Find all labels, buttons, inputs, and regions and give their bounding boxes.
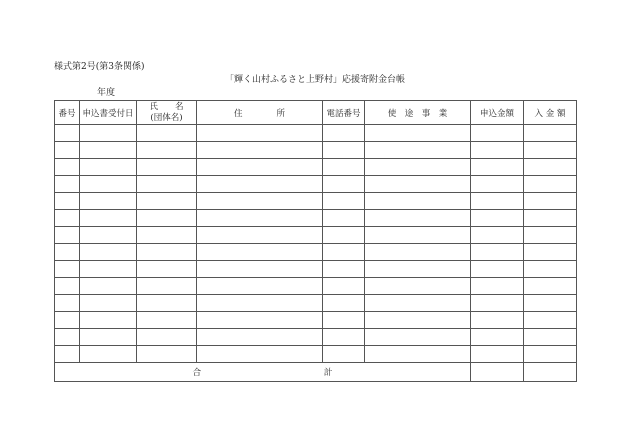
col-name-org-label: (団体名) xyxy=(150,112,183,123)
cell-purpose[interactable] xyxy=(365,125,471,142)
cell-purpose[interactable] xyxy=(365,244,471,261)
cell-received-date[interactable] xyxy=(80,346,137,363)
cell-purpose[interactable] xyxy=(365,193,471,210)
cell-purpose[interactable] xyxy=(365,261,471,278)
col-name-label: 氏 名 xyxy=(149,101,184,112)
cell-applied-amount[interactable] xyxy=(471,278,524,295)
cell-received-date[interactable] xyxy=(80,193,137,210)
col-received-amount: 入 金 額 xyxy=(524,101,577,125)
cell-phone[interactable] xyxy=(323,295,365,312)
cell-number[interactable] xyxy=(55,125,80,142)
cell-name[interactable] xyxy=(137,193,197,210)
table-row xyxy=(55,329,577,346)
cell-number[interactable] xyxy=(55,193,80,210)
cell-address[interactable] xyxy=(197,244,323,261)
cell-received-amount[interactable] xyxy=(524,312,577,329)
cell-address[interactable] xyxy=(197,278,323,295)
cell-phone[interactable] xyxy=(323,125,365,142)
cell-applied-amount[interactable] xyxy=(471,346,524,363)
table-row xyxy=(55,346,577,363)
cell-name[interactable] xyxy=(137,278,197,295)
cell-received-date[interactable] xyxy=(80,329,137,346)
cell-name[interactable] xyxy=(137,329,197,346)
cell-received-amount[interactable] xyxy=(524,210,577,227)
cell-applied-amount[interactable] xyxy=(471,125,524,142)
cell-applied-amount[interactable] xyxy=(471,193,524,210)
cell-address[interactable] xyxy=(197,312,323,329)
cell-name[interactable] xyxy=(137,261,197,278)
table-row xyxy=(55,193,577,210)
table-row xyxy=(55,142,577,159)
table-row xyxy=(55,210,577,227)
cell-received-amount[interactable] xyxy=(524,346,577,363)
cell-purpose[interactable] xyxy=(365,295,471,312)
header-row xyxy=(55,101,577,125)
total-label-right: 計 xyxy=(323,368,333,378)
cell-phone[interactable] xyxy=(323,210,365,227)
total-received-amount[interactable] xyxy=(524,363,577,382)
cell-number[interactable] xyxy=(55,210,80,227)
total-applied-amount[interactable] xyxy=(471,363,524,382)
cell-address[interactable] xyxy=(197,142,323,159)
cell-phone[interactable] xyxy=(323,176,365,193)
cell-phone[interactable] xyxy=(323,278,365,295)
col-received-date: 申込書受付日 xyxy=(80,101,137,125)
table-row xyxy=(55,176,577,193)
cell-address[interactable] xyxy=(197,329,323,346)
cell-number[interactable] xyxy=(55,159,80,176)
cell-received-date[interactable] xyxy=(80,176,137,193)
cell-purpose[interactable] xyxy=(365,227,471,244)
cell-purpose[interactable] xyxy=(365,210,471,227)
cell-address[interactable] xyxy=(197,125,323,142)
table-row xyxy=(55,278,577,295)
table-row xyxy=(55,312,577,329)
cell-address[interactable] xyxy=(197,159,323,176)
cell-applied-amount[interactable] xyxy=(471,244,524,261)
document-title: 「輝く山村ふるさと上野村」応援寄附金台帳 xyxy=(224,75,405,85)
cell-applied-amount[interactable] xyxy=(471,261,524,278)
col-number: 番号 xyxy=(55,101,80,125)
cell-purpose[interactable] xyxy=(365,176,471,193)
cell-number[interactable] xyxy=(55,227,80,244)
cell-number[interactable] xyxy=(55,312,80,329)
col-phone: 電話番号 xyxy=(323,101,365,125)
ledger-body xyxy=(55,125,577,363)
col-address: 住 所 xyxy=(197,101,323,125)
cell-phone[interactable] xyxy=(323,329,365,346)
cell-address[interactable] xyxy=(197,261,323,278)
cell-phone[interactable] xyxy=(323,159,365,176)
cell-number[interactable] xyxy=(55,176,80,193)
cell-name[interactable] xyxy=(137,176,197,193)
cell-applied-amount[interactable] xyxy=(471,159,524,176)
cell-received-date[interactable] xyxy=(80,210,137,227)
col-applied-amount: 申込金額 xyxy=(471,101,524,125)
cell-number[interactable] xyxy=(55,244,80,261)
cell-number[interactable] xyxy=(55,142,80,159)
table-row xyxy=(55,125,577,142)
table-row xyxy=(55,159,577,176)
cell-received-date[interactable] xyxy=(80,295,137,312)
cell-received-date[interactable] xyxy=(80,159,137,176)
total-label-left: 合 xyxy=(192,368,202,378)
cell-address[interactable] xyxy=(197,193,323,210)
cell-applied-amount[interactable] xyxy=(471,176,524,193)
cell-received-amount[interactable] xyxy=(524,227,577,244)
cell-received-amount[interactable] xyxy=(524,193,577,210)
cell-address[interactable] xyxy=(197,227,323,244)
donation-ledger-table xyxy=(54,100,577,382)
cell-name[interactable] xyxy=(137,312,197,329)
cell-received-date[interactable] xyxy=(80,125,137,142)
cell-applied-amount[interactable] xyxy=(471,295,524,312)
cell-name[interactable] xyxy=(137,295,197,312)
cell-phone[interactable] xyxy=(323,346,365,363)
cell-address[interactable] xyxy=(197,210,323,227)
fiscal-year-label: 年度 xyxy=(97,88,116,98)
cell-received-amount[interactable] xyxy=(524,125,577,142)
cell-name[interactable] xyxy=(137,159,197,176)
cell-received-date[interactable] xyxy=(80,244,137,261)
col-purpose: 使 途 事 業 xyxy=(365,101,471,125)
cell-address[interactable] xyxy=(197,346,323,363)
cell-purpose[interactable] xyxy=(365,278,471,295)
cell-purpose[interactable] xyxy=(365,159,471,176)
cell-name[interactable] xyxy=(137,210,197,227)
cell-received-amount[interactable] xyxy=(524,142,577,159)
cell-received-date[interactable] xyxy=(80,261,137,278)
cell-received-amount[interactable] xyxy=(524,295,577,312)
col-name xyxy=(137,101,197,125)
cell-applied-amount[interactable] xyxy=(471,329,524,346)
cell-phone[interactable] xyxy=(323,193,365,210)
cell-received-date[interactable] xyxy=(80,312,137,329)
cell-name[interactable] xyxy=(137,346,197,363)
cell-purpose[interactable] xyxy=(365,312,471,329)
cell-address[interactable] xyxy=(197,295,323,312)
cell-received-amount[interactable] xyxy=(524,176,577,193)
cell-received-amount[interactable] xyxy=(524,159,577,176)
cell-number[interactable] xyxy=(55,261,80,278)
cell-name[interactable] xyxy=(137,142,197,159)
cell-phone[interactable] xyxy=(323,312,365,329)
cell-number[interactable] xyxy=(55,329,80,346)
cell-received-date[interactable] xyxy=(80,227,137,244)
cell-purpose[interactable] xyxy=(365,329,471,346)
cell-received-amount[interactable] xyxy=(524,261,577,278)
cell-phone[interactable] xyxy=(323,142,365,159)
cell-phone[interactable] xyxy=(323,261,365,278)
cell-received-amount[interactable] xyxy=(524,244,577,261)
cell-address[interactable] xyxy=(197,176,323,193)
cell-applied-amount[interactable] xyxy=(471,142,524,159)
cell-received-date[interactable] xyxy=(80,142,137,159)
cell-received-amount[interactable] xyxy=(524,278,577,295)
total-row xyxy=(55,363,577,382)
cell-name[interactable] xyxy=(137,244,197,261)
cell-received-amount[interactable] xyxy=(524,329,577,346)
table-row xyxy=(55,295,577,312)
cell-number[interactable] xyxy=(55,346,80,363)
cell-purpose[interactable] xyxy=(365,142,471,159)
cell-name[interactable] xyxy=(137,227,197,244)
cell-received-date[interactable] xyxy=(80,278,137,295)
cell-applied-amount[interactable] xyxy=(471,312,524,329)
cell-number[interactable] xyxy=(55,278,80,295)
total-label-cell xyxy=(55,363,471,382)
table-row xyxy=(55,244,577,261)
cell-applied-amount[interactable] xyxy=(471,227,524,244)
cell-number[interactable] xyxy=(55,295,80,312)
cell-purpose[interactable] xyxy=(365,346,471,363)
cell-applied-amount[interactable] xyxy=(471,210,524,227)
form-label: 様式第2号(第3条関係) xyxy=(54,62,145,72)
cell-phone[interactable] xyxy=(323,227,365,244)
cell-name[interactable] xyxy=(137,125,197,142)
cell-phone[interactable] xyxy=(323,244,365,261)
table-row xyxy=(55,261,577,278)
table-row xyxy=(55,227,577,244)
